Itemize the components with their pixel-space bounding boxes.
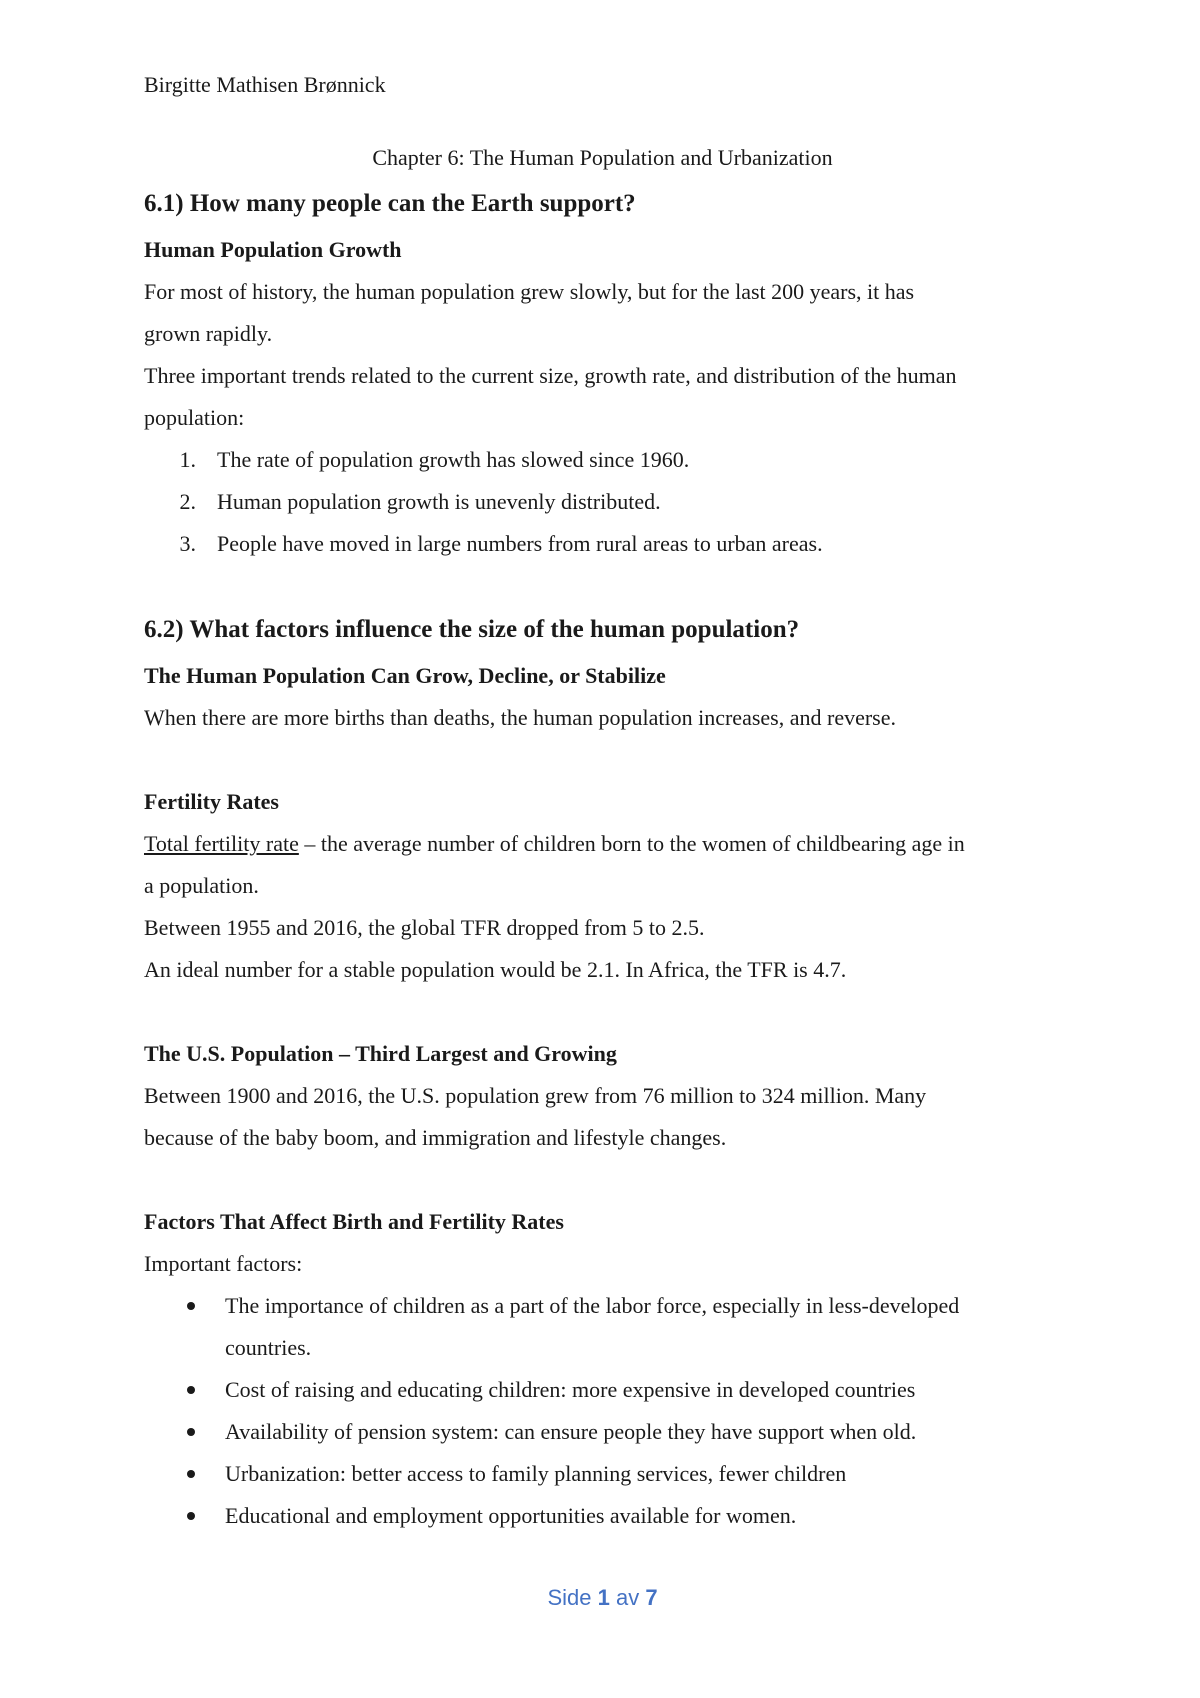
list-number: 1.	[179, 447, 196, 472]
paragraph-line: because of the baby boom, and immigration and lifestyle changes.	[144, 1125, 727, 1150]
paragraph-line: grown rapidly.	[144, 321, 273, 346]
bullet-item: Cost of raising and educating children: more expensive in developed countries	[225, 1377, 916, 1402]
paragraph-line: For most of history, the human population grew slowly, but for the last 200 years, it has	[144, 279, 915, 304]
tfr-term: Total fertility rate	[144, 831, 299, 856]
paragraph-line: Important factors:	[144, 1251, 303, 1276]
bullet-item-continuation: countries.	[225, 1335, 312, 1360]
paragraph-line: Three important trends related to the current size, growth rate, and distribution of the human	[144, 363, 957, 388]
list-item: People have moved in large numbers from rural areas to urban areas.	[217, 531, 823, 556]
paragraph-line: a population.	[144, 873, 259, 898]
total-pages: 7	[645, 1585, 658, 1610]
author-name: Birgitte Mathisen Brønnick	[144, 72, 386, 97]
bullet-item: Educational and employment opportunities available for women.	[225, 1503, 797, 1528]
bullet-icon	[187, 1512, 195, 1520]
bullet-item: The importance of children as a part of the labor force, especially in less-developed	[225, 1293, 960, 1318]
paragraph-line: An ideal number for a stable population would be 2.1. In Africa, the TFR is 4.7.	[144, 957, 847, 982]
paragraph-line: When there are more births than deaths, the human population increases, and reverse.	[144, 705, 896, 730]
section-heading-6-2: 6.2) What factors influence the size of the human population?	[144, 616, 800, 643]
list-number: 2.	[179, 489, 196, 514]
list-item: Human population growth is unevenly distributed.	[217, 489, 661, 514]
current-page-number: 1	[597, 1585, 610, 1610]
bullet-item: Urbanization: better access to family planning services, fewer children	[225, 1461, 847, 1486]
footer-prefix: Side	[547, 1585, 598, 1610]
paragraph-line: Between 1955 and 2016, the global TFR dropped from 5 to 2.5.	[144, 915, 705, 940]
bullet-item: Availability of pension system: can ensure people they have support when old.	[225, 1419, 917, 1444]
list-item: The rate of population growth has slowed since 1960.	[217, 447, 690, 472]
bullet-icon	[187, 1428, 195, 1436]
paragraph-line: Between 1900 and 2016, the U.S. population grew from 76 million to 324 million. Many	[144, 1083, 927, 1108]
subheading-fertility-rates: Fertility Rates	[144, 789, 279, 814]
bullet-icon	[187, 1302, 195, 1310]
footer-middle: av	[609, 1585, 646, 1610]
page-footer	[0, 1584, 1200, 1612]
tfr-definition: – the average number of children born to the women of childbearing age in	[298, 831, 965, 856]
chapter-title: Chapter 6: The Human Population and Urbanization	[372, 145, 833, 170]
subheading-grow-decline-stabilize: The Human Population Can Grow, Decline, or Stabilize	[144, 663, 666, 688]
subheading-human-population-growth: Human Population Growth	[144, 237, 402, 262]
list-number: 3.	[179, 531, 196, 556]
paragraph-line: population:	[144, 405, 245, 430]
bullet-icon	[187, 1386, 195, 1394]
bullet-icon	[187, 1470, 195, 1478]
paragraph-line	[144, 830, 965, 858]
section-heading-6-1: 6.1) How many people can the Earth support?	[144, 190, 636, 217]
subheading-factors: Factors That Affect Birth and Fertility Rates	[144, 1209, 564, 1234]
subheading-us-population: The U.S. Population – Third Largest and Growing	[144, 1041, 617, 1066]
